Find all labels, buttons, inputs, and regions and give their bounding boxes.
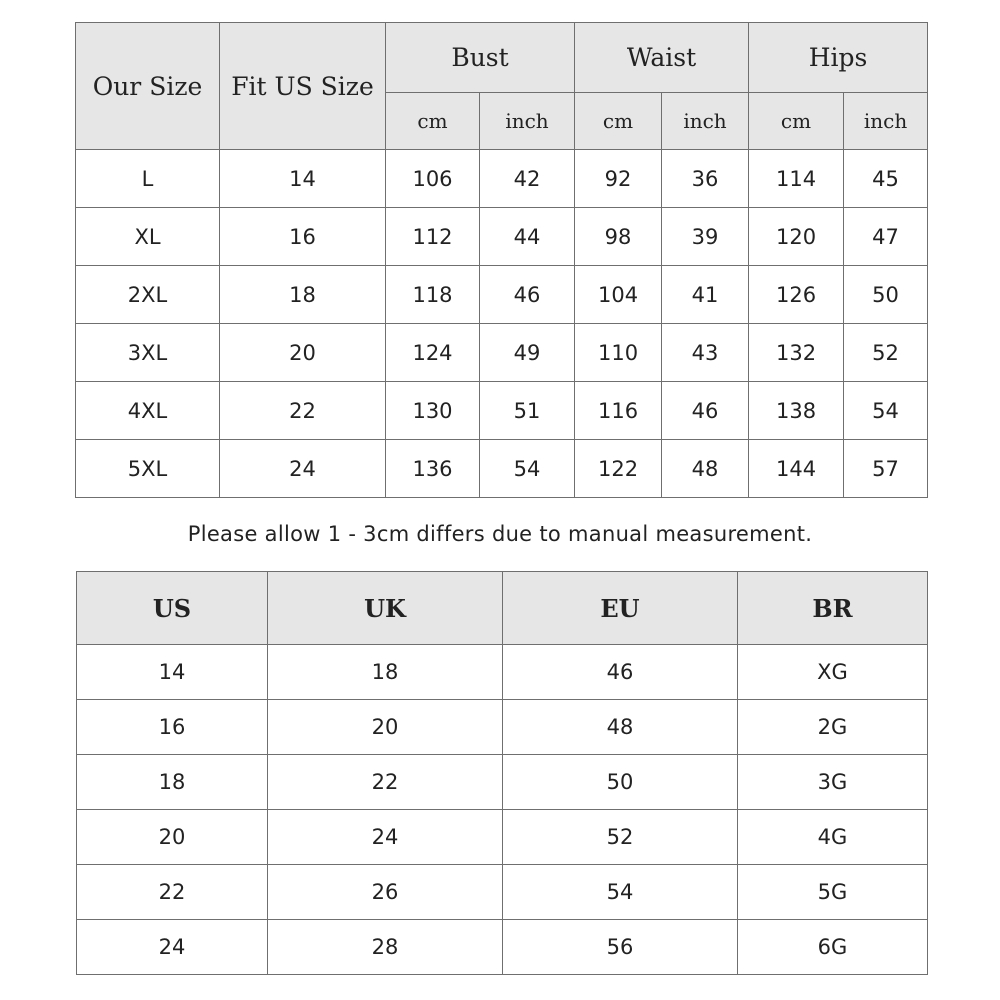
- table-cell: L: [76, 150, 220, 208]
- unit-header: inch: [844, 93, 928, 150]
- table-cell: 57: [844, 440, 928, 498]
- table-cell: 43: [662, 324, 749, 382]
- fit-us-size-header: Fit US Size: [220, 23, 386, 150]
- table-cell: 136: [386, 440, 480, 498]
- table-cell: 22: [268, 755, 503, 810]
- table-row: [76, 208, 928, 266]
- table-cell: 120: [749, 208, 844, 266]
- table-cell: XG: [738, 645, 928, 700]
- table-cell: 18: [77, 755, 268, 810]
- table-row: [77, 645, 928, 700]
- table-cell: 20: [77, 810, 268, 865]
- unit-header: cm: [749, 93, 844, 150]
- table-cell: 54: [480, 440, 575, 498]
- table-row: [77, 700, 928, 755]
- unit-header: cm: [575, 93, 662, 150]
- size-chart-body: [76, 150, 928, 498]
- table-cell: 114: [749, 150, 844, 208]
- table-cell: 52: [503, 810, 738, 865]
- table-cell: 98: [575, 208, 662, 266]
- table-cell: 5G: [738, 865, 928, 920]
- table-cell: 124: [386, 324, 480, 382]
- table-cell: 3XL: [76, 324, 220, 382]
- table-cell: 5XL: [76, 440, 220, 498]
- size-conversion-table: [76, 571, 928, 975]
- table-cell: 51: [480, 382, 575, 440]
- table-cell: 92: [575, 150, 662, 208]
- size-chart-table: [75, 22, 928, 498]
- table-cell: 110: [575, 324, 662, 382]
- table-cell: 116: [575, 382, 662, 440]
- eu-header: EU: [503, 572, 738, 645]
- table-cell: 39: [662, 208, 749, 266]
- table-cell: 48: [503, 700, 738, 755]
- table-cell: 106: [386, 150, 480, 208]
- hips-header: Hips: [749, 23, 928, 93]
- table-cell: 45: [844, 150, 928, 208]
- table-cell: 24: [77, 920, 268, 975]
- table-cell: 36: [662, 150, 749, 208]
- table-cell: 144: [749, 440, 844, 498]
- table-cell: 2XL: [76, 266, 220, 324]
- table-row: [76, 266, 928, 324]
- table-cell: 22: [220, 382, 386, 440]
- table-cell: 14: [77, 645, 268, 700]
- table-cell: 42: [480, 150, 575, 208]
- our-size-header: Our Size: [76, 23, 220, 150]
- table-cell: 118: [386, 266, 480, 324]
- table-cell: 24: [268, 810, 503, 865]
- table-row: [76, 382, 928, 440]
- table-cell: 4G: [738, 810, 928, 865]
- unit-header: cm: [386, 93, 480, 150]
- br-header: BR: [738, 572, 928, 645]
- unit-header: inch: [662, 93, 749, 150]
- table-cell: 54: [844, 382, 928, 440]
- table-cell: 3G: [738, 755, 928, 810]
- table-cell: 28: [268, 920, 503, 975]
- table-row: [76, 440, 928, 498]
- table-row: [77, 865, 928, 920]
- table-cell: 26: [268, 865, 503, 920]
- bust-header: Bust: [386, 23, 575, 93]
- table-cell: 50: [844, 266, 928, 324]
- table-cell: 6G: [738, 920, 928, 975]
- table-cell: 20: [268, 700, 503, 755]
- measurement-note: Please allow 1 - 3cm differs due to manual measurement.: [187, 522, 813, 546]
- table-cell: 20: [220, 324, 386, 382]
- table-cell: 122: [575, 440, 662, 498]
- table-cell: 112: [386, 208, 480, 266]
- table-cell: 2G: [738, 700, 928, 755]
- table-cell: 52: [844, 324, 928, 382]
- table-row: [76, 324, 928, 382]
- table-cell: 16: [77, 700, 268, 755]
- table-row: [76, 150, 928, 208]
- uk-header: UK: [268, 572, 503, 645]
- table-cell: 46: [503, 645, 738, 700]
- table-cell: 18: [268, 645, 503, 700]
- table-cell: 54: [503, 865, 738, 920]
- table-row: [77, 755, 928, 810]
- us-header: US: [77, 572, 268, 645]
- table-cell: 14: [220, 150, 386, 208]
- table-cell: 46: [480, 266, 575, 324]
- table-cell: 48: [662, 440, 749, 498]
- conversion-chart-body: [77, 645, 928, 975]
- table-cell: 49: [480, 324, 575, 382]
- table-cell: 138: [749, 382, 844, 440]
- table-cell: 132: [749, 324, 844, 382]
- table-cell: 41: [662, 266, 749, 324]
- table-row: [77, 810, 928, 865]
- table-cell: 56: [503, 920, 738, 975]
- table-cell: 130: [386, 382, 480, 440]
- table-cell: 47: [844, 208, 928, 266]
- table-cell: 24: [220, 440, 386, 498]
- table-row: [77, 920, 928, 975]
- table-cell: 46: [662, 382, 749, 440]
- table-cell: 104: [575, 266, 662, 324]
- table-cell: 4XL: [76, 382, 220, 440]
- table-cell: 16: [220, 208, 386, 266]
- table-cell: XL: [76, 208, 220, 266]
- table-cell: 50: [503, 755, 738, 810]
- table-cell: 18: [220, 266, 386, 324]
- table-cell: 22: [77, 865, 268, 920]
- waist-header: Waist: [575, 23, 749, 93]
- table-cell: 126: [749, 266, 844, 324]
- table-cell: 44: [480, 208, 575, 266]
- unit-header: inch: [480, 93, 575, 150]
